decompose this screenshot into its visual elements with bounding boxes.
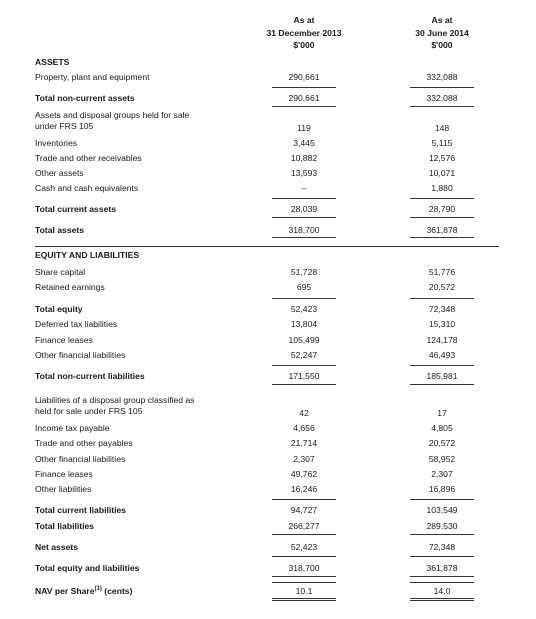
value-jun-2014: 332,088 [426,72,458,82]
row-label-text: Total current assets [35,204,117,214]
subtotal-rule [410,237,474,238]
row-label [35,454,125,465]
value-jun-2014: 28,790 [428,204,456,214]
value-dec-2013: 171,550 [288,371,320,381]
value-jun-2014: 51,776 [428,267,456,277]
row-label [35,542,78,553]
subtotal-rule [272,237,336,238]
row-label [35,153,142,164]
row-label-text: Property, plant and equipment [35,72,150,82]
row-label [35,586,132,597]
row-label [35,371,145,382]
value-dec-2013: 2,307 [293,454,315,464]
subtotal-rule [272,217,336,218]
value-dec-2013: 318,700 [288,563,320,573]
subtotal-rule [272,198,336,199]
value-dec-2013: 42 [299,408,309,418]
subtotal-rule [272,556,336,557]
row-label [35,469,93,480]
row-label-text: Other assets [35,168,84,178]
row-label-text: NAV per Share [35,586,95,596]
value-jun-2014: 185,981 [426,371,458,381]
subtotal-rule [410,556,474,557]
value-jun-2014: 10,071 [428,168,456,178]
row-label-text: Share capital [35,267,86,277]
row-label [35,335,93,346]
section-divider [35,246,499,247]
row-label-text: Trade and other payables [35,438,133,448]
value-dec-2013: 52,423 [290,542,318,552]
row-label-line: Liabilities of a disposal group classified as [35,395,195,405]
value-jun-2014: 103,549 [426,505,458,515]
row-label-text: Finance leases [35,469,93,479]
value-dec-2013: 4,656 [293,423,315,433]
row-label-line: held for sale under FRS 105 [35,406,143,416]
row-label [35,183,138,194]
value-jun-2014: 5,115 [431,138,453,148]
value-jun-2014: 361,878 [426,225,458,235]
row-label [35,93,135,104]
column-header-line: As at [293,15,315,25]
column-header-dec-2013 [254,14,354,52]
value-jun-2014: 72,348 [428,542,456,552]
subtotal-rule [410,365,474,366]
subtotal-rule [272,365,336,366]
row-label [35,319,117,330]
subtotal-rule [410,576,474,577]
subtotal-rule [410,298,474,299]
value-jun-2014: 332,088 [426,93,458,103]
row-label-text: Trade and other receivables [35,153,142,163]
subtotal-rule [272,576,336,577]
subtotal-rule [272,499,336,500]
row-label-line: under FRS 105 [35,121,94,131]
value-dec-2013: – [301,183,307,193]
row-label-text: Cash and cash equivalents [35,183,139,193]
subtotal-rule [272,582,336,583]
value-dec-2013: 10.1 [295,586,313,596]
value-dec-2013: 266,277 [288,521,320,531]
value-jun-2014: 20,572 [428,282,456,292]
row-label-text: Total current liabilities [35,505,127,515]
value-jun-2014: 46,493 [428,350,456,360]
value-jun-2014: 16,896 [428,484,456,494]
value-jun-2014: 72,348 [428,304,456,314]
row-label-text: EQUITY AND LIABILITIES [35,250,140,260]
row-label [35,225,84,236]
row-label [35,304,83,315]
row-label-text: Other financial liabilities [35,350,126,360]
column-header-line: $'000 [293,40,315,50]
row-label-text: Finance leases [35,335,93,345]
value-jun-2014: 289,530 [426,521,458,531]
subtotal-rule [410,198,474,199]
subtotal-rule [410,87,474,88]
subtotal-rule [410,582,474,583]
value-dec-2013: 21,714 [290,438,318,448]
row-label [35,563,139,574]
row-label-text: Total non-current assets [35,93,135,103]
double-rule [272,598,336,599]
value-dec-2013: 10,882 [290,153,318,163]
value-dec-2013: 290,661 [288,93,320,103]
subtotal-rule [410,384,474,385]
value-jun-2014: 17 [437,408,447,418]
value-jun-2014: 124,178 [426,335,458,345]
row-label-text: ASSETS [35,57,70,67]
subtotal-rule [272,384,336,385]
subtotal-rule [272,87,336,88]
row-label [35,484,91,495]
footnote-marker: (1) [94,586,102,593]
value-dec-2013: 16,246 [290,484,318,494]
row-label [35,395,195,417]
row-label-text: Inventories [35,138,78,148]
value-jun-2014: 361,878 [426,563,458,573]
double-rule [272,600,336,601]
row-label [35,110,189,132]
row-label [35,72,150,83]
subtotal-rule [272,534,336,535]
row-label [35,282,105,293]
row-label [35,350,125,361]
row-label [35,521,94,532]
row-label [35,204,116,215]
column-header-line: 30 June 2014 [415,27,469,38]
value-dec-2013: 52,423 [290,304,318,314]
row-label [35,138,77,149]
column-header-line: $'000 [431,40,453,50]
row-label-text: Income tax payable [35,423,110,433]
column-header-jun-2014 [392,14,492,52]
subtotal-rule [410,217,474,218]
value-jun-2014: 1,880 [431,183,453,193]
row-label-text: Total liabilities [35,521,95,531]
row-label [35,57,69,68]
row-label-text: Other liabilities [35,484,92,494]
row-label-text: Other financial liabilities [35,454,126,464]
column-header-line: 31 December 2013 [266,27,342,38]
value-jun-2014: 12,576 [428,153,456,163]
value-dec-2013: 3,445 [293,138,315,148]
row-label-text: Total assets [35,225,85,235]
row-label-text: Total equity [35,304,83,314]
row-label-text: Total non-current liabilities [35,371,145,381]
column-header-line: As at [431,15,453,25]
row-label [35,505,126,516]
row-label-text: Retained earnings [35,282,105,292]
value-dec-2013: 318,700 [288,225,320,235]
row-label-line: Assets and disposal groups held for sale [35,110,190,120]
value-dec-2013: 49,762 [290,469,318,479]
value-dec-2013: 52,247 [290,350,318,360]
value-jun-2014: 20,572 [428,438,456,448]
double-rule [410,598,474,599]
value-dec-2013: 94,727 [290,505,318,515]
row-label-text: Total equity and liabilities [35,563,140,573]
row-label [35,438,133,449]
subtotal-rule [410,534,474,535]
row-label [35,168,84,179]
subtotal-rule [410,499,474,500]
value-dec-2013: 28,039 [290,204,318,214]
value-dec-2013: 119 [297,123,311,133]
value-dec-2013: 51,728 [290,267,318,277]
value-jun-2014: 148 [434,123,450,133]
value-jun-2014: 4,805 [431,423,453,433]
value-dec-2013: 695 [296,282,312,292]
subtotal-rule [410,106,474,107]
value-dec-2013: 13,804 [290,319,318,329]
value-jun-2014: 58,952 [428,454,456,464]
subtotal-rule [272,106,336,107]
double-rule [410,600,474,601]
value-dec-2013: 290,661 [288,72,320,82]
row-label [35,267,85,278]
value-jun-2014: 15,310 [428,319,456,329]
value-dec-2013: 13,593 [290,168,318,178]
value-dec-2013: 105,499 [288,335,320,345]
value-jun-2014: 2,307 [431,469,453,479]
value-jun-2014: 14.0 [433,586,451,596]
row-label [35,423,110,434]
row-label-suffix: (cents) [101,586,133,596]
row-label [35,250,139,261]
row-label-text: Deferred tax liabilities [35,319,118,329]
subtotal-rule [272,298,336,299]
row-label-text: Net assets [35,542,78,552]
